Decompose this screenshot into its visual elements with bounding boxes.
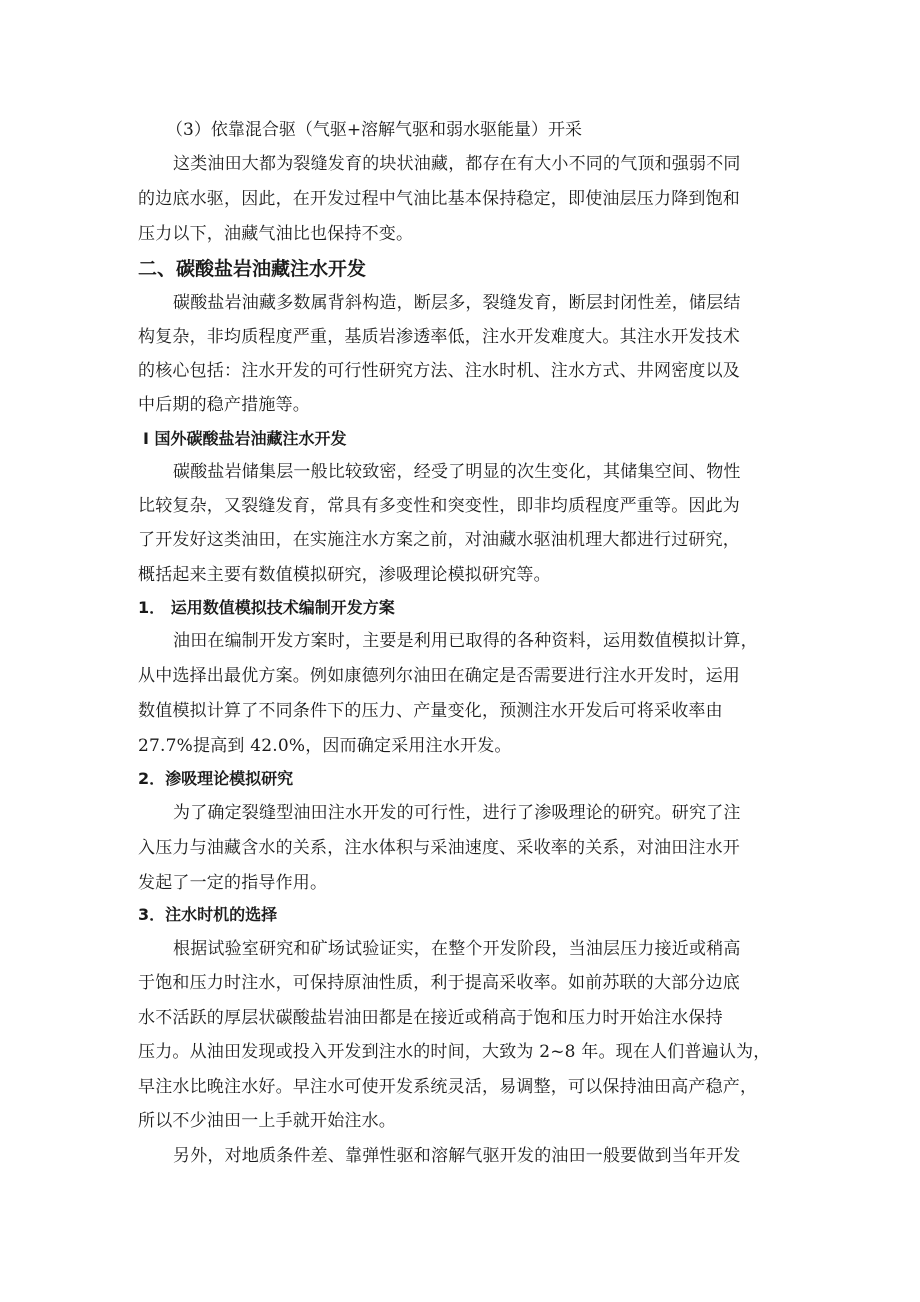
paragraph-line: 了开发好这类油田，在实施注水方案之前，对油藏水驱油机理大都进行过研究， bbox=[138, 530, 740, 550]
paragraph-line: 压力。从油田发现或投入开发到注水的时间，大致为 2~8 年。现在人们普遍认为， bbox=[138, 1042, 771, 1062]
paragraph-line: 所以不少油田一上手就开始注水。 bbox=[138, 1111, 396, 1131]
paragraph-line: 碳酸盐岩储集层一般比较致密，经受了明显的次生变化，其储集空间、物性 bbox=[173, 462, 741, 482]
paragraph-line: 构复杂，非均质程度严重，基质岩渗透率低，注水开发难度大。其注水开发技术 bbox=[138, 327, 740, 347]
item-3-heading: （3）依靠混合驱（气驱+溶解气驱和弱水驱能量）开采 bbox=[166, 120, 583, 140]
paragraph-line: 另外，对地质条件差、靠弹性驱和溶解气驱开发的油田一般要做到当年开发 bbox=[173, 1146, 741, 1166]
paragraph-line: 早注水比晚注水好。早注水可使开发系统灵活，易调整，可以保持油田高产稳产， bbox=[138, 1077, 758, 1097]
paragraph-line: 为了确定裂缝型油田注水开发的可行性，进行了渗吸理论的研究。研究了注 bbox=[173, 803, 741, 823]
paragraph-line: 水不活跃的厚层状碳酸盐岩油田都是在接近或稍高于饱和压力时开始注水保持 bbox=[138, 1008, 723, 1028]
paragraph-line: 的边底水驱，因此，在开发过程中气油比基本保持稳定，即使油层压力降到饱和 bbox=[138, 189, 740, 209]
paragraph-line: 油田在编制开发方案时，主要是利用已取得的各种资料，运用数值模拟计算， bbox=[173, 631, 758, 651]
section-heading: 二、碳酸盐岩油藏注水开发 bbox=[138, 258, 367, 280]
paragraph-line: 的核心包括：注水开发的可行性研究方法、注水时机、注水方式、井网密度以及 bbox=[138, 361, 740, 381]
paragraph-line: 数值模拟计算了不同条件下的压力、产量变化，预测注水开发后可将采收率由 bbox=[138, 701, 723, 721]
subsection-heading: Ⅰ 国外碳酸盐岩油藏注水开发 bbox=[143, 429, 347, 448]
paragraph-line: 根据试验室研究和矿场试验证实，在整个开发阶段，当油层压力接近或稍高 bbox=[173, 939, 741, 959]
paragraph-line: 入压力与油藏含水的关系，注水体积与采油速度、采收率的关系，对油田注水开 bbox=[138, 838, 740, 858]
subheading-3: 3．注水时机的选择 bbox=[138, 905, 278, 924]
paragraph-line: 27.7%提高到 42.0%，因而确定采用注水开发。 bbox=[138, 736, 512, 756]
paragraph-line: 概括起来主要有数值模拟研究，渗吸理论模拟研究等。 bbox=[138, 565, 551, 585]
subheading-2: 2．渗吸理论模拟研究 bbox=[138, 769, 294, 788]
paragraph-line: 发起了一定的指导作用。 bbox=[138, 873, 328, 893]
paragraph-line: 比较复杂，又裂缝发育，常具有多变性和突变性，即非均质程度严重等。因此为 bbox=[138, 496, 740, 516]
paragraph-line: 中后期的稳产措施等。 bbox=[138, 395, 310, 415]
paragraph-line: 这类油田大都为裂缝发育的块状油藏，都存在有大小不同的气顶和强弱不同 bbox=[173, 154, 741, 174]
paragraph-line: 从中选择出最优方案。例如康德列尔油田在确定是否需要进行注水开发时，运用 bbox=[138, 666, 740, 686]
paragraph-line: 碳酸盐岩油藏多数属背斜构造，断层多，裂缝发育，断层封闭性差，储层结 bbox=[173, 293, 741, 313]
paragraph-line: 压力以下，油藏气油比也保持不变。 bbox=[138, 224, 414, 244]
paragraph-line: 于饱和压力时注水，可保持原油性质，利于提高采收率。如前苏联的大部分边底 bbox=[138, 973, 740, 993]
subheading-1: 1． 运用数值模拟技术编制开发方案 bbox=[138, 598, 395, 617]
